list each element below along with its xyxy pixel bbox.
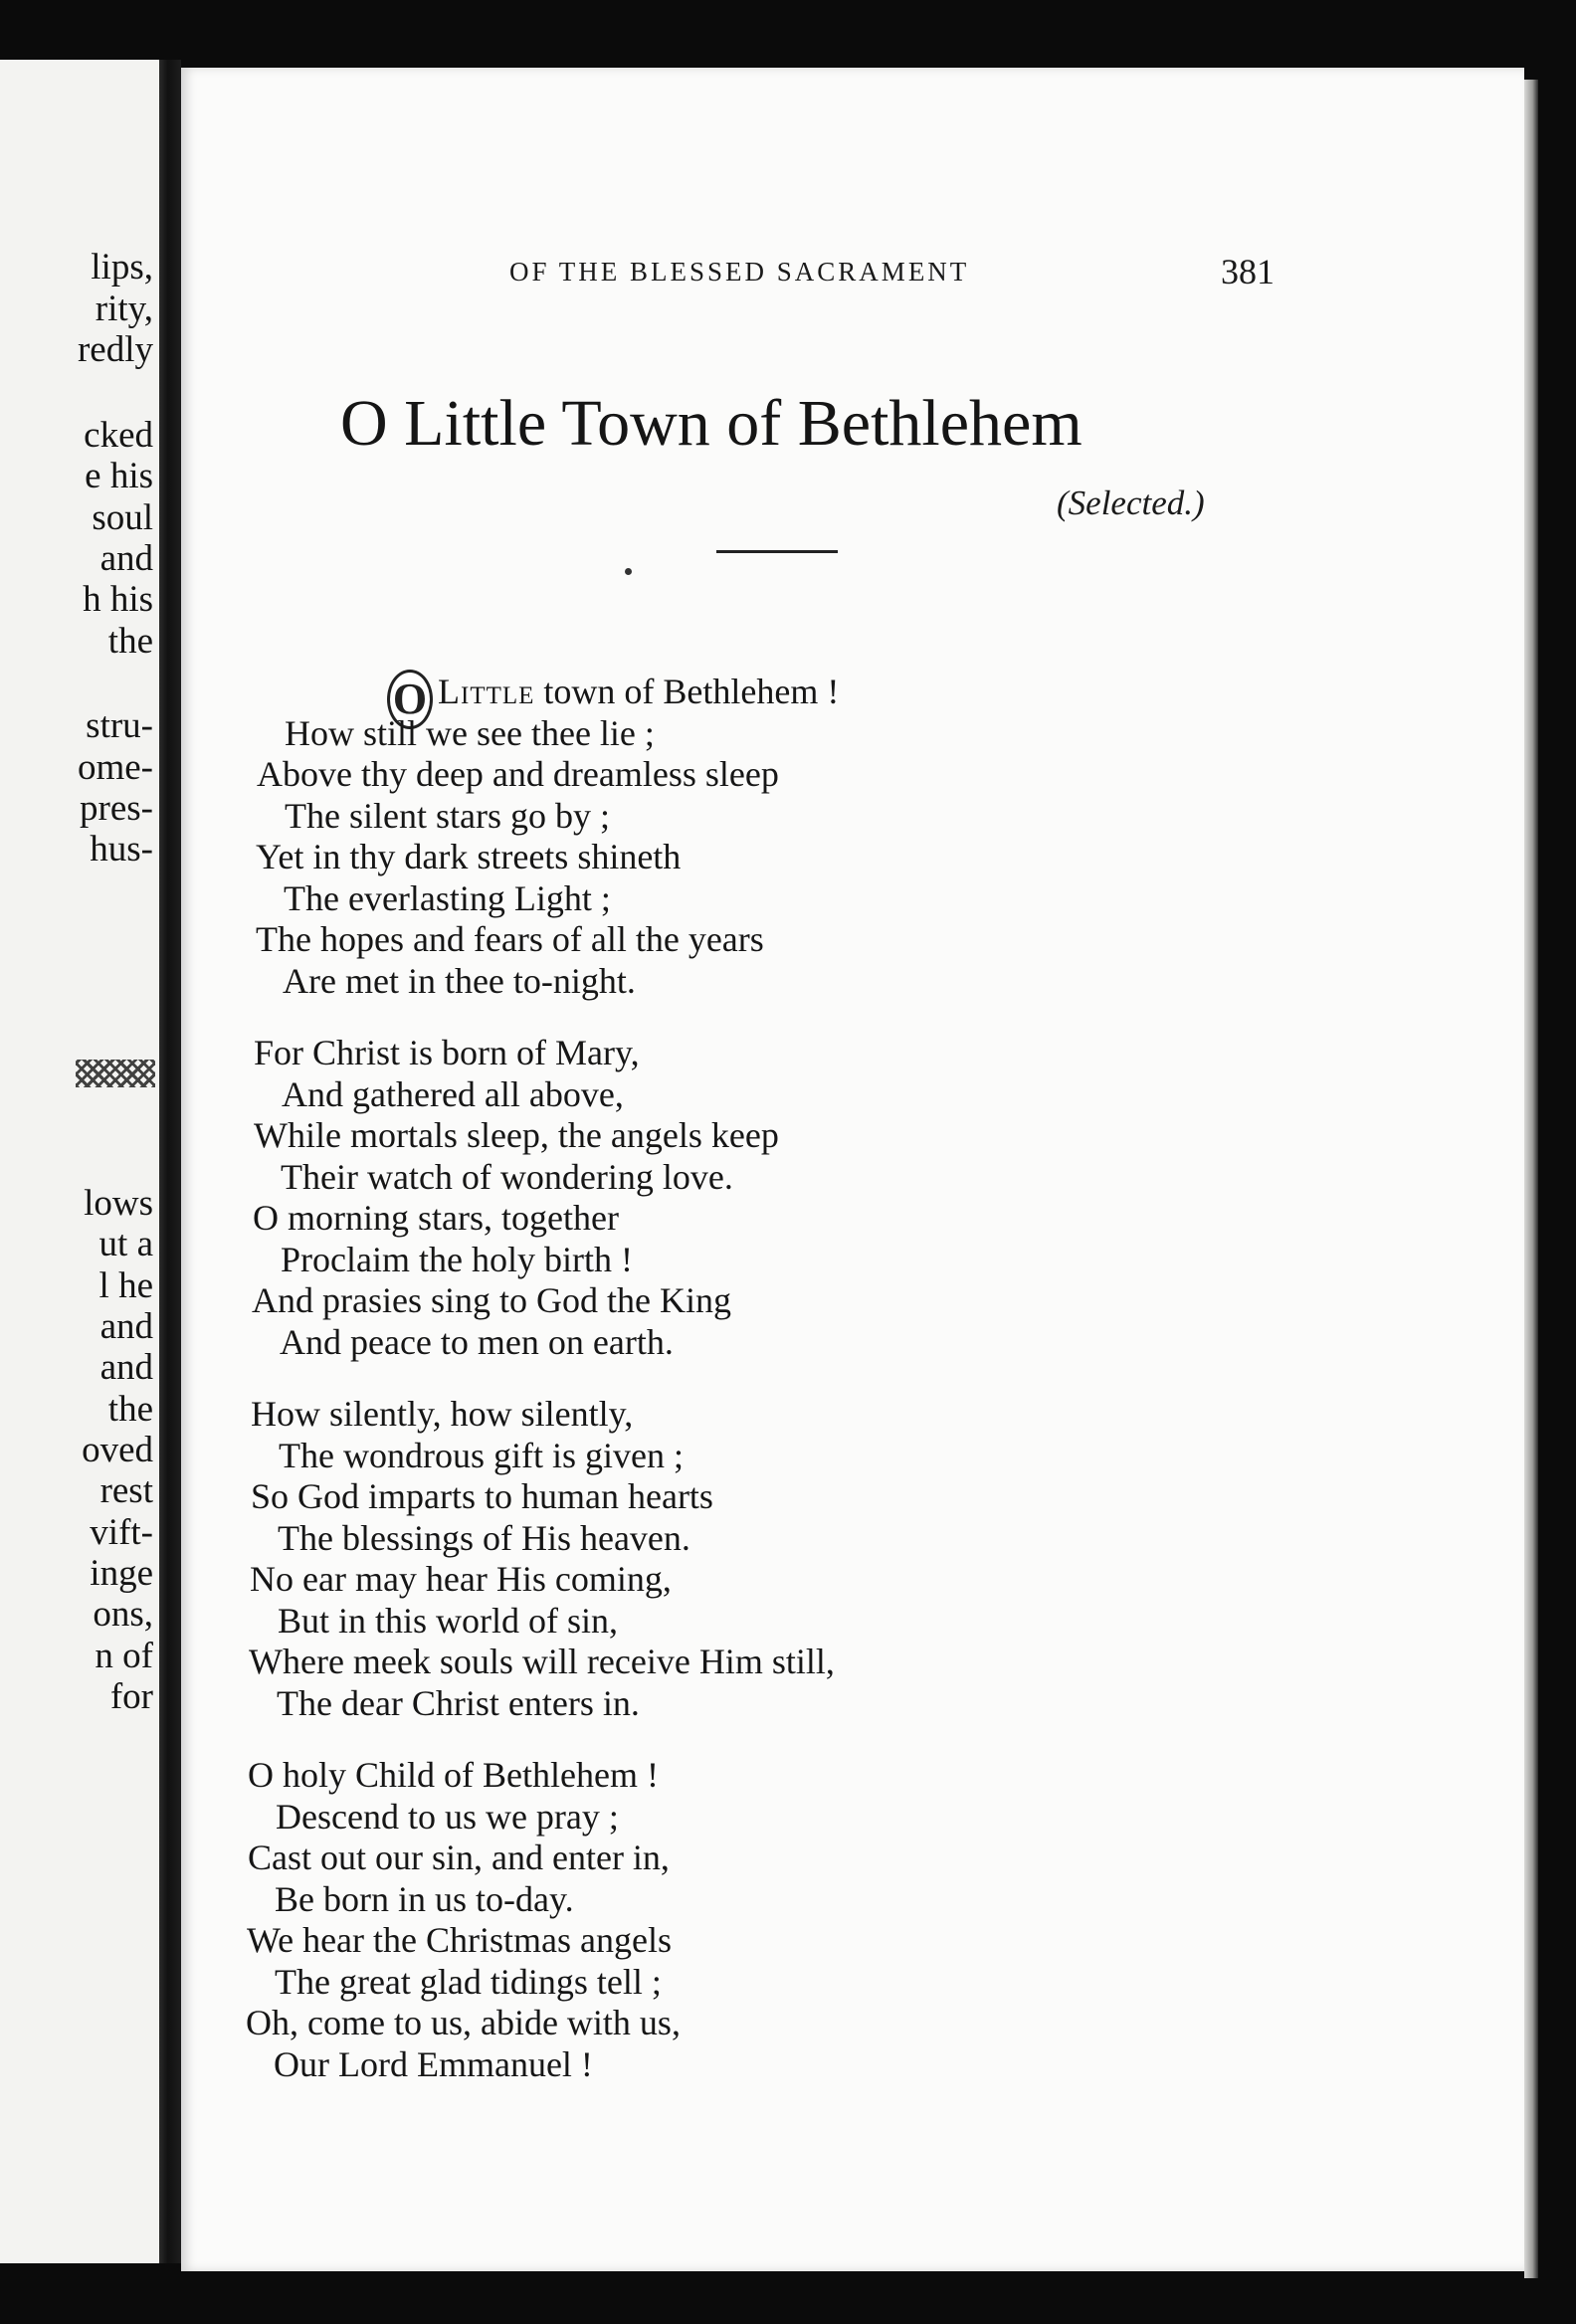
poem-line: Where meek souls will receive Him still,	[249, 1642, 835, 1681]
left-page-text-fragment: and	[99, 538, 153, 579]
left-page-text-fragment: and	[99, 1347, 153, 1388]
left-page-text-fragment: rest	[99, 1470, 153, 1511]
left-page-text-fragment: h his	[83, 579, 153, 620]
running-head: OF THE BLESSED SACRAMENT	[509, 257, 970, 287]
poem-line: The everlasting Light ;	[284, 878, 611, 918]
poem-body	[181, 68, 1524, 2271]
poem-line: While mortals sleep, the angels keep	[254, 1115, 779, 1155]
left-page	[0, 60, 159, 2263]
left-page-text-fragment: vift-	[90, 1512, 153, 1553]
poem-line: And peace to men on earth.	[280, 1322, 674, 1362]
right-page	[181, 68, 1524, 2271]
poem-line: Proclaim the holy birth !	[281, 1240, 633, 1279]
poem-line: The dear Christ enters in.	[277, 1683, 640, 1723]
left-page-text-fragment: the	[107, 621, 153, 662]
left-page-text-fragment: lips,	[91, 247, 153, 288]
left-page-text-fragment: rity,	[95, 289, 153, 329]
poem-line: O morning stars, together	[253, 1198, 619, 1238]
left-page-text-fragment: ut a	[98, 1224, 153, 1264]
ornament-border	[76, 1060, 155, 1087]
first-line-rest: town of Bethlehem !	[534, 672, 840, 711]
poem-line: How still we see thee lie ;	[285, 713, 655, 753]
left-page-text-fragment: l he	[98, 1265, 153, 1306]
left-page-text-fragment: ome-	[77, 747, 153, 788]
left-page-text-fragment: pres-	[80, 788, 153, 829]
left-page-text-fragment: the	[107, 1389, 153, 1430]
poem-title: O Little Town of Bethlehem	[340, 387, 1083, 460]
poem-line: The wondrous gift is given ;	[279, 1436, 684, 1475]
poem-line: The blessings of His heaven.	[278, 1518, 690, 1558]
book-gutter	[159, 60, 181, 2263]
poem-line: Above thy deep and dreamless sleep	[257, 754, 779, 794]
left-page-text-fragment: inge	[90, 1553, 153, 1594]
poem-line: O holy Child of Bethlehem !	[248, 1755, 659, 1795]
poem-line: And prasies sing to God the King	[252, 1280, 731, 1320]
left-page-text-fragment: oved	[82, 1430, 153, 1470]
poem-line: How silently, how silently,	[251, 1394, 634, 1434]
poem-line: No ear may hear His coming,	[250, 1559, 672, 1599]
poem-line: Be born in us to-day.	[275, 1879, 574, 1919]
poem-line: Are met in thee to-night.	[283, 961, 636, 1001]
left-page-text-fragment: stru-	[86, 705, 153, 746]
poem-line: Descend to us we pray ;	[276, 1797, 619, 1837]
left-page-text-fragment: hus-	[90, 829, 153, 870]
left-page-text-fragment: and	[99, 1306, 153, 1347]
left-page-text-fragment: lows	[84, 1183, 153, 1224]
poem-line: But in this world of sin,	[278, 1601, 619, 1641]
poem-line: The great glad tidings tell ;	[275, 1962, 662, 2002]
left-page-text-fragment: cked	[84, 415, 153, 456]
poem-line: The hopes and fears of all the years	[256, 919, 764, 959]
poem-line: So God imparts to human hearts	[251, 1476, 713, 1516]
poem-line: The silent stars go by ;	[285, 796, 610, 836]
drop-cap-letter: O	[392, 675, 428, 723]
left-page-text-fragment: e his	[85, 456, 153, 496]
poem-line: Oh, come to us, abide with us,	[246, 2003, 681, 2042]
left-page-text-fragment: ons,	[93, 1594, 153, 1635]
left-page-text-fragment: redly	[77, 329, 153, 370]
first-line-smallcaps: Little	[438, 672, 535, 711]
poem-line: Their watch of wondering love.	[281, 1157, 733, 1197]
poem-line: We hear the Christmas angels	[247, 1920, 672, 1960]
poem-line: And gathered all above,	[282, 1074, 624, 1114]
poem-line: Yet in thy dark streets shineth	[256, 837, 682, 876]
poem-line: Cast out our sin, and enter in,	[248, 1838, 670, 1877]
left-page-text-fragment: for	[109, 1676, 153, 1717]
page-edge	[1524, 80, 1538, 2278]
poem-attribution: (Selected.)	[1057, 484, 1205, 522]
poem-line: Our Lord Emmanuel !	[274, 2044, 593, 2084]
left-page-text-fragment: soul	[92, 497, 153, 538]
poem-line: For Christ is born of Mary,	[254, 1033, 640, 1072]
page-number: 381	[1221, 252, 1275, 291]
left-page-text-fragment: n of	[95, 1636, 153, 1676]
